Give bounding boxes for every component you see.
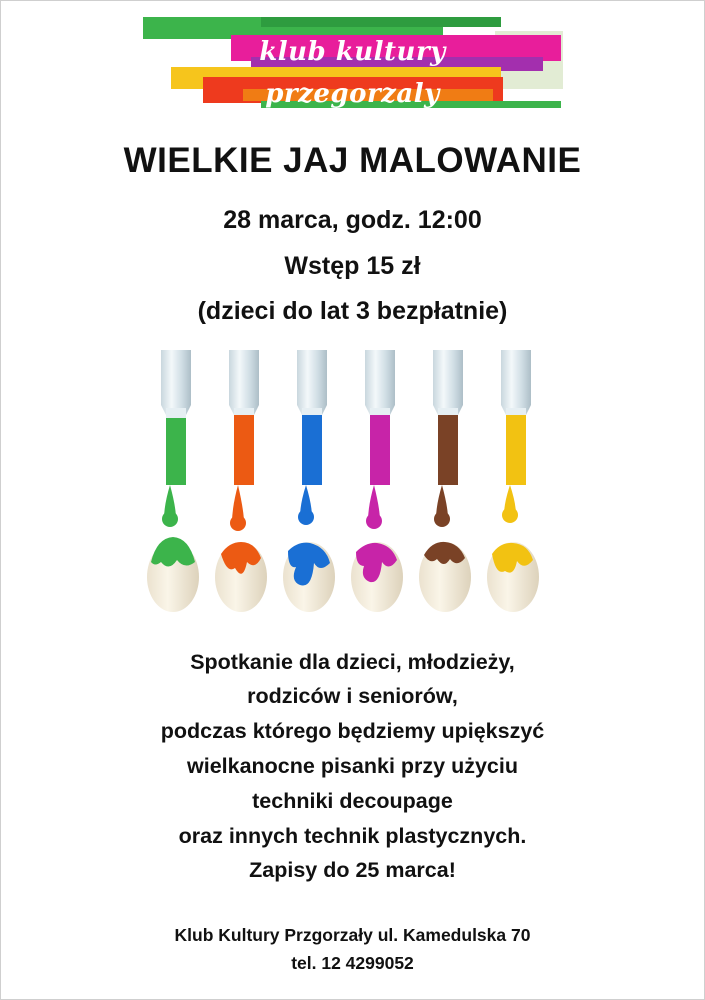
logo — [143, 17, 563, 107]
footer-address: Klub Kultury Przgorzały ul. Kamedulska 70 — [174, 925, 531, 945]
body-copy — [33, 645, 673, 889]
orange-bottle — [229, 350, 259, 531]
footer-phone: tel. 12 4299052 — [291, 953, 414, 973]
blue-bottle — [297, 350, 327, 525]
egg-green — [147, 537, 199, 612]
logo-line-1: klub kultury — [259, 37, 446, 67]
body-line-7: Zapisy do 25 marca! — [249, 858, 456, 883]
egg-yellow — [487, 542, 539, 612]
body-line-2: rodziców i seniorów, — [247, 684, 458, 709]
green-bottle — [161, 350, 191, 527]
page-title: WIELKIE JAJ MALOWANIE — [123, 141, 582, 180]
event-datetime: 28 marca, godz. 12:00 — [223, 206, 482, 234]
event-price-note: (dzieci do lat 3 bezpłatnie) — [197, 297, 508, 325]
egg-orange — [215, 542, 267, 612]
footer — [1, 921, 704, 977]
logo-bar-green-dark — [261, 17, 501, 27]
egg-magenta — [351, 542, 403, 612]
body-line-4: wielkanocne pisanki przy użyciu — [187, 753, 518, 778]
egg-brown — [419, 541, 471, 611]
brown-bottle — [433, 350, 463, 527]
magenta-bottle — [365, 350, 395, 529]
logo-line-2: przegorzaly — [265, 79, 440, 109]
yellow-bottle — [501, 350, 531, 523]
body-line-5: techniki decoupage — [252, 788, 453, 813]
event-price: Wstęp 15 zł — [284, 251, 421, 280]
body-line-6: oraz innych technik plastycznych. — [178, 823, 527, 848]
paint-bottles-and-eggs-illustration — [143, 348, 563, 623]
egg-blue — [283, 542, 335, 612]
body-line-3: podczas którego będziemy upiększyć — [160, 719, 545, 744]
body-line-1: Spotkanie dla dzieci, młodzieży, — [190, 649, 515, 674]
